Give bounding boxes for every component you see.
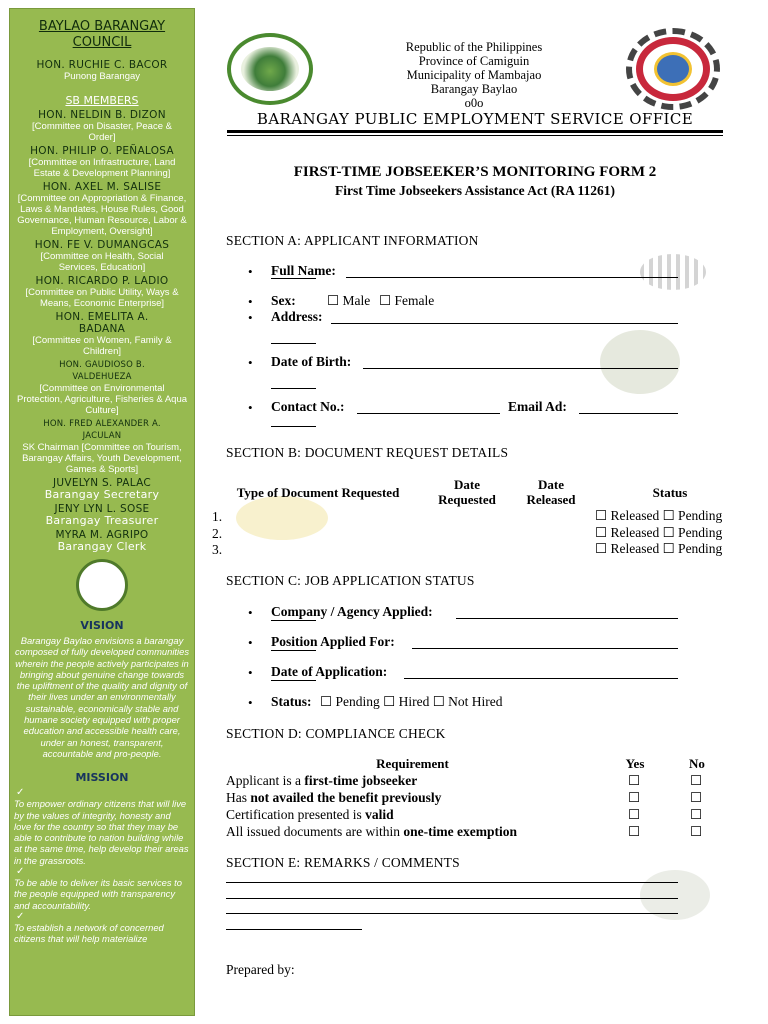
member-name: HON. GAUDIOSO B. VALDEHUEZA — [59, 360, 145, 382]
male-checkbox[interactable]: ☐ Male — [327, 293, 371, 308]
no-checkbox[interactable]: ☐ — [690, 790, 703, 805]
yes-checkbox[interactable]: ☐ — [628, 773, 641, 788]
remarks-line[interactable] — [226, 929, 362, 930]
application-date-label: Date of Application: — [271, 664, 388, 679]
header-line: o0o — [464, 96, 484, 110]
document-row-number: 1. — [212, 509, 223, 524]
remarks-line[interactable] — [226, 898, 678, 899]
header-line: Republic of the Philippines — [405, 40, 543, 54]
company-label: Company / Agency Applied: — [271, 604, 433, 619]
section-c-heading: SECTION C: JOB APPLICATION STATUS — [226, 573, 475, 588]
document-row-number: 3. — [212, 542, 223, 557]
dob-field[interactable] — [363, 356, 678, 369]
captain-role: Punong Barangay — [63, 71, 141, 82]
vision-heading: VISION — [80, 619, 124, 632]
check-icon: ✓ — [16, 910, 25, 922]
vision-text: Barangay Baylao envisions a barangay composed of fully developed communities wherein the people actively participates in bringing about genuine change towards the upliftment of the quality and dignity of their lives under an environmentally sustainable, economically stable and humane society equipped with proper education and accessible health care, under an honest, transparent, accountable and pro-people. — [14, 635, 190, 759]
position-field-continued[interactable] — [271, 650, 316, 651]
prepared-by-label: Prepared by: — [226, 962, 295, 977]
email-field[interactable] — [579, 401, 678, 414]
col-document-type: Type of Document Requested — [236, 485, 400, 500]
official-name: JENY LYN L. SOSE — [54, 503, 150, 515]
member-role: [Committee on Health, Social Services, Education] — [40, 251, 164, 273]
header-line: Municipality of Mambajao — [406, 68, 542, 82]
application-date-field-continued[interactable] — [271, 680, 316, 681]
header-line: Barangay Baylao — [430, 82, 518, 96]
no-checkbox[interactable]: ☐ — [690, 807, 703, 822]
document-row-number: 2. — [212, 526, 223, 541]
address-field-continued[interactable] — [271, 343, 316, 344]
contact-field[interactable] — [357, 401, 500, 414]
member-name: HON. FE V. DUMANGCAS — [34, 239, 170, 251]
col-requirement: Requirement — [376, 756, 449, 771]
requirement-row: Certification presented is valid — [226, 807, 394, 822]
yes-checkbox[interactable]: ☐ — [628, 790, 641, 805]
council-sidebar — [9, 8, 195, 1016]
document-row-status[interactable]: ☐ Released ☐ Pending — [595, 508, 723, 523]
document-row-status[interactable]: ☐ Released ☐ Pending — [595, 541, 723, 556]
official-role: Barangay Clerk — [57, 540, 147, 553]
official-role: Barangay Secretary — [44, 488, 160, 501]
application-status-label: Status: — [271, 694, 312, 709]
barangay-council-logo-icon — [227, 33, 313, 105]
member-name: HON. FRED ALEXANDER A. JACULAN — [43, 419, 161, 441]
member-role: SK Chairman [Committee on Tourism, Barangay Affairs, Youth Development, Games & Sports] — [22, 442, 182, 475]
form-title: FIRST-TIME JOBSEEKER’S MONITORING FORM 2 — [293, 164, 657, 180]
col-date-requested: Date Requested — [438, 477, 496, 507]
no-checkbox[interactable]: ☐ — [690, 773, 703, 788]
full-name-field[interactable] — [346, 265, 678, 278]
council-title: BAYLAO BARANGAY COUNCIL — [38, 19, 166, 50]
full-name-label: Full Name: — [271, 263, 336, 278]
mission-heading: MISSION — [75, 771, 129, 785]
captain-name: HON. RUCHIE C. BACOR — [36, 59, 168, 71]
member-name: HON. NELDIN B. DIZON — [38, 109, 166, 121]
mission-item: To establish a network of concerned citizens that will help materialize — [14, 921, 164, 945]
sex-label: Sex: — [271, 293, 296, 308]
dob-label: Date of Birth: — [271, 354, 352, 369]
section-a-heading: SECTION A: APPLICANT INFORMATION — [226, 233, 479, 248]
company-field[interactable] — [456, 606, 678, 619]
position-label: Position Applied For: — [271, 634, 395, 649]
mission-item: To be able to deliver its basic services to the people equipped with transparency and accountability. — [14, 877, 182, 911]
col-no: No — [689, 756, 705, 771]
requirement-row: All issued documents are within one-time exemption — [226, 824, 517, 839]
contact-field-continued[interactable] — [271, 426, 316, 427]
member-role: [Committee on Environmental Protection, Agriculture, Fisheries & Aqua Culture] — [16, 383, 188, 416]
official-name: MYRA M. AGRIPO — [55, 529, 149, 541]
dob-field-continued[interactable] — [271, 388, 316, 389]
peso-logo-icon — [626, 28, 720, 110]
member-role: [Committee on Appropriation & Finance, Laws & Mandates, House Rules, Good Governance, Human Resource, Labor & Employment, Oversight] — [17, 193, 187, 237]
header-divider — [227, 130, 723, 133]
section-e-heading: SECTION E: REMARKS / COMMENTS — [226, 855, 460, 870]
no-checkbox[interactable]: ☐ — [690, 824, 703, 839]
section-d-heading: SECTION D: COMPLIANCE CHECK — [226, 726, 446, 741]
section-b-heading: SECTION B: DOCUMENT REQUEST DETAILS — [226, 445, 509, 460]
member-name: HON. RICARDO P. LADIO — [35, 275, 169, 287]
check-icon: ✓ — [16, 787, 25, 799]
company-field-continued[interactable] — [271, 620, 316, 621]
document-row-status[interactable]: ☐ Released ☐ Pending — [595, 525, 723, 540]
member-role: [Committee on Disaster, Peace & Order] — [32, 121, 172, 143]
official-name: JUVELYN S. PALAC — [52, 477, 152, 489]
fish-watermark-icon — [236, 496, 328, 540]
remarks-line[interactable] — [226, 882, 678, 883]
application-status-checkboxes[interactable]: ☐ Pending ☐ Hired ☐ Not Hired — [320, 694, 503, 709]
col-date-released: Date Released — [526, 477, 576, 507]
member-name: HON. PHILIP O. PEÑALOSA — [30, 145, 174, 157]
vision-mission — [10, 619, 194, 945]
requirement-row: Applicant is a first-time jobseeker — [226, 773, 418, 788]
member-role: [Committee on Infrastructure, Land Estate & Development Planning] — [28, 157, 176, 179]
check-icon: ✓ — [16, 866, 25, 878]
header-divider — [227, 135, 723, 136]
remarks-line[interactable] — [226, 913, 678, 914]
official-role: Barangay Treasurer — [45, 514, 159, 527]
member-role: [Committee on Public Utility, Ways & Means, Economic Enterprise] — [25, 287, 179, 309]
mission-item: To empower ordinary citizens that will live by the values of integrity, honesty and love for the country so that they may be able to contribute to nation building while at the same time, help develop their areas in the grassroots. — [14, 798, 189, 866]
yes-checkbox[interactable]: ☐ — [628, 824, 641, 839]
col-yes: Yes — [625, 756, 645, 771]
female-checkbox[interactable]: ☐ Female — [379, 293, 435, 308]
member-role: [Committee on Women, Family & Children] — [32, 335, 172, 357]
position-field[interactable] — [412, 636, 678, 649]
government-header — [330, 40, 618, 110]
yes-checkbox[interactable]: ☐ — [628, 807, 641, 822]
application-date-field[interactable] — [404, 666, 678, 679]
member-name: HON. AXEL M. SALISE — [42, 181, 162, 193]
office-title: BARANGAY PUBLIC EMPLOYMENT SERVICE OFFICE — [256, 110, 694, 128]
email-label: Email Ad: — [508, 399, 567, 414]
full-name-field-continued[interactable] — [271, 278, 316, 279]
member-name: HON. EMELITA A. BADANA — [55, 311, 149, 335]
header-line: Province of Camiguin — [418, 54, 530, 68]
address-label: Address: — [271, 309, 323, 324]
requirement-row: Has not availed the benefit previously — [226, 790, 442, 805]
contact-label: Contact No.: — [271, 399, 345, 414]
col-status: Status — [652, 485, 688, 500]
barangay-seal-icon — [76, 559, 128, 611]
address-field[interactable] — [331, 311, 678, 324]
form-subtitle: First Time Jobseekers Assistance Act (RA 11261) — [335, 183, 615, 198]
sb-members-heading: SB MEMBERS — [65, 94, 139, 107]
